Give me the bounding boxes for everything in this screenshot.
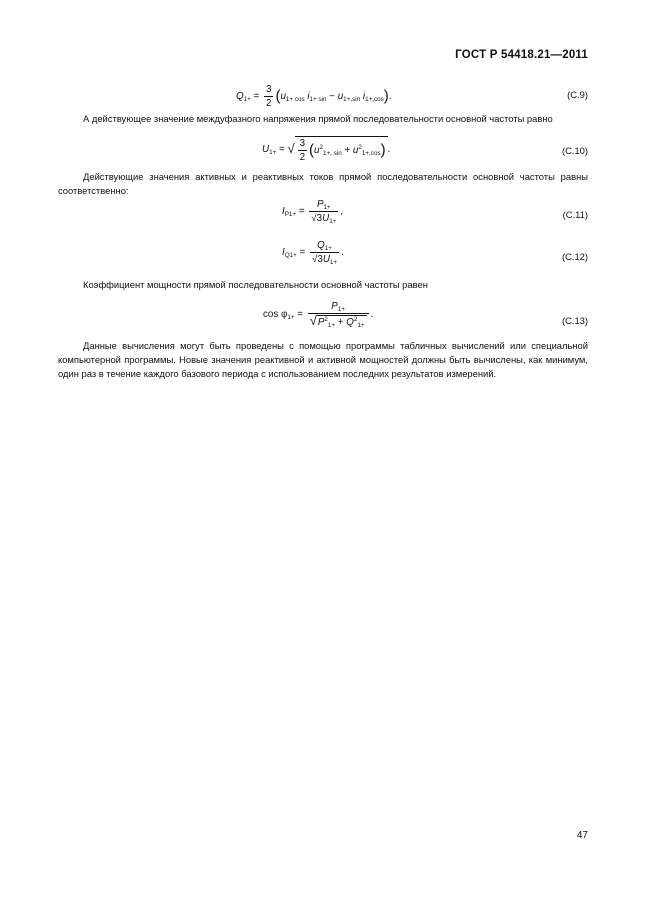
equation-c10: $U_{1+}$ = √ $\frac{3}{2}$ $(u^2_{1+, sin} + u^2_{1+,cos})$ . [262, 138, 391, 163]
equation-number-c12: (С.12) [561, 251, 588, 262]
paragraph-calculations: Данные вычисления могут быть проведены с помощью программы табличных вычислений или специальной компьютерной программы. Новые значения реактивной и активной мощностей должны быть вычислены, как минимум, один раз в течение каждого базового периода с использованием последних результатов измерений. [58, 340, 588, 379]
paragraph-power-factor: Коэффициент мощности прямой последовательности основной частоты равен [83, 279, 428, 290]
equation-number-c13: (С.13) [561, 315, 588, 326]
equation-c13: $\cos \varphi_{1+}$ = $\frac{P_{1+}}{√P^2_{1+} + Q^2_{1+}}$ . [263, 301, 374, 329]
equation-c12: $I_{Q1+}$ = $\frac{Q_{1+}}{√3U_{1+}}$ . [282, 240, 344, 266]
equation-number-c10: (С.10) [561, 145, 588, 156]
page-number: 47 [576, 830, 588, 841]
equation-number-c9: (С.9) [567, 89, 588, 100]
paragraph-voltage: А действующее значение междуфазного напряжения прямой последовательности основной частоты равно [83, 113, 553, 124]
document-header: ГОСТ Р 54418.21—2011 [455, 49, 588, 61]
equation-number-c11: (С.11) [562, 209, 588, 220]
paragraph-currents: Действующие значения активных и реактивных токов прямой последовательности основной частоты равны соответственно: [58, 171, 588, 196]
equation-c9: $Q_{1+}$ = $\frac{3}{2}$ ($u_{1+ cos}$ $i_{1+ sin} - u_{1+,sin}$ $i_{1+,cos}$). [236, 84, 392, 109]
equation-c11: $I_{P1+}$ = $\frac{P_{1+}}{√3U_{1+}}$ , [282, 199, 344, 225]
